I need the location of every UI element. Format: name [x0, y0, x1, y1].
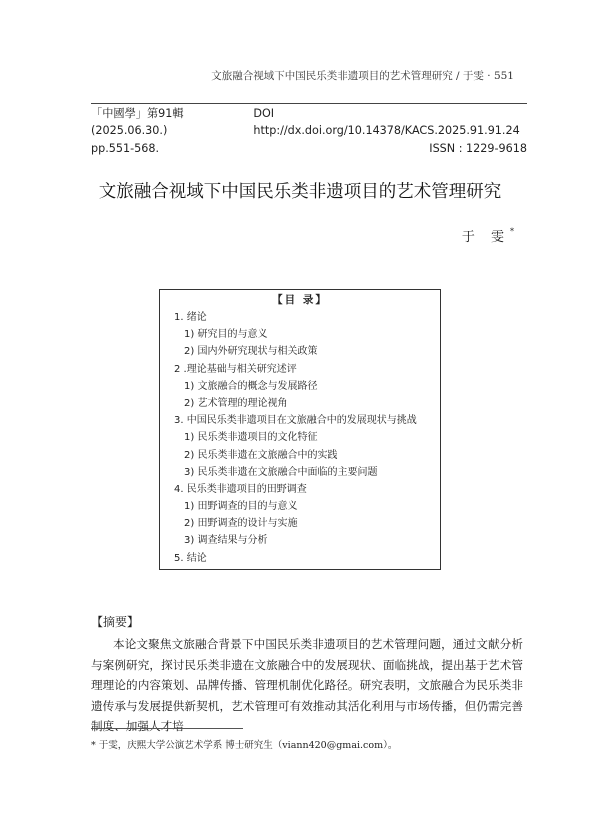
toc-subsection-item: 1) 民乐类非遗项目的文化特征: [184, 432, 318, 444]
toc-subsection-item: 1) 研究目的与意义: [184, 329, 268, 341]
toc-section-item: 1. 绪论: [174, 312, 207, 323]
abstract-label: 【摘要】: [91, 615, 140, 629]
publication-meta: [91, 103, 527, 157]
toc-subsection-item: 3) 民乐类非遗在文旅融合中面临的主要问题: [184, 466, 378, 478]
toc-subsection-item: 1) 文旅融合的概念与发展路径: [184, 380, 318, 392]
toc-subsection-item: 1) 田野调查的目的与意义: [184, 501, 298, 513]
author-footnote: * 于雯，庆熙大学公演艺术学系 博士研究生（viann420@gmai.com）。: [91, 740, 398, 751]
toc-section-item: 5. 结论: [174, 552, 207, 564]
journal-info: 「中國學」第91輯 (2025.06.30.): [91, 107, 184, 137]
author-name: 于 雯: [461, 230, 510, 245]
toc-title: 【目 录】: [272, 294, 328, 306]
toc-subsection-item: 2) 艺术管理的理论视角: [184, 397, 288, 409]
issn: ISSN : 1229-9618: [429, 142, 527, 155]
page-range: pp.551-568.: [91, 142, 160, 155]
toc-section-item: 2 .理论基础与相关研究述评: [174, 363, 297, 375]
abstract-body: 本论文聚焦文旅融合背景下中国民乐类非遗项目的艺术管理问题，通过文献分析与案例研究，探讨民乐类非遗在文旅融合中的发展现状、面临挑战，提出基于艺术管理理论的内容策划、品牌传播、管理机制优化路径。研究表明，文旅融合为民乐类非遗传承与发展提供新契机，艺术管理可有效推动其活化利用与市场传播，但仍需完善制度、加强人才培: [91, 637, 523, 734]
table-of-contents: [159, 289, 441, 570]
toc-subsection-item: 2) 民乐类非遗在文旅融合中的实践: [184, 449, 338, 461]
running-head: 文旅融合视域下中国民乐类非遗项目的艺术管理研究 / 于雯 · 551: [211, 70, 514, 82]
paper-title: 文旅融合视域下中国民乐类非遗项目的艺术管理研究: [98, 182, 502, 202]
author: [462, 226, 514, 245]
toc-list: [174, 309, 434, 567]
toc-subsection-item: 3) 调查结果与分析: [184, 535, 268, 547]
toc-subsection-item: 2) 田野调查的设计与实施: [184, 518, 298, 530]
footnote-divider: [91, 728, 243, 729]
toc-section-item: 4. 民乐类非遗项目的田野调查: [174, 483, 307, 495]
doi-link[interactable]: DOI http://dx.doi.org/10.14378/KACS.2025.91.91.24: [253, 107, 520, 137]
author-footnote-mark: *: [510, 226, 514, 236]
toc-subsection-item: 2) 国内外研究现状与相关政策: [184, 346, 318, 358]
toc-section-item: 3. 中国民乐类非遗项目在文旅融合中的发展现状与挑战: [174, 415, 417, 427]
